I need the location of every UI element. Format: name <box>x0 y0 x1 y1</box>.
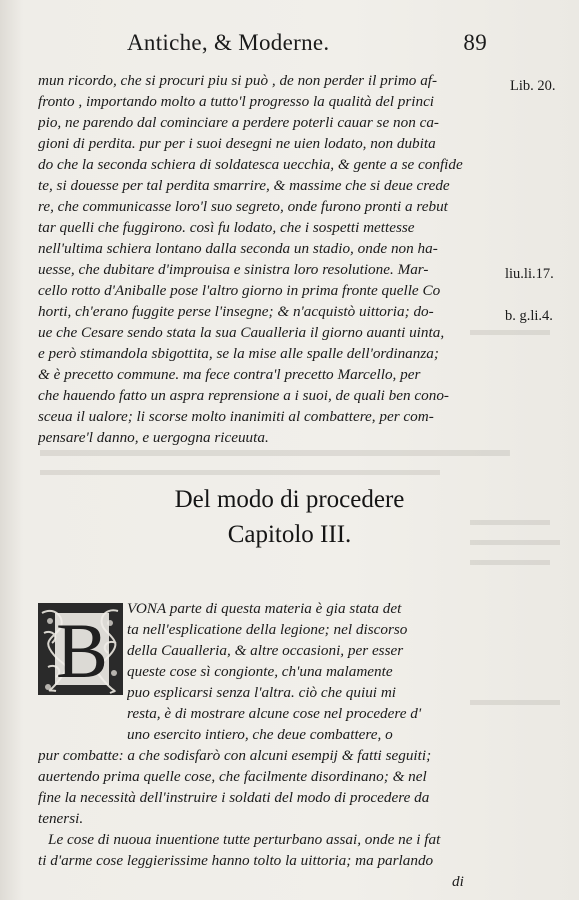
margin-note-3: b. g.li.4. <box>505 308 553 324</box>
text-line: e però stimandola sbigottita, se la mise alle spalle dell'ordinanza; <box>38 345 439 362</box>
text-line: auertendo prima quelle cose, che facilmente disordinano; & nel <box>38 768 427 785</box>
text-line: re, che communicasse loro'l suo segreto, onde furono pronti a rebut <box>38 198 448 215</box>
text-line: puo esplicarsi senza l'altra. ciò che quiui mi <box>127 684 397 701</box>
running-title: Antiche, & Moderne. <box>127 30 330 55</box>
text-line: ti d'arme cose leggierissime hanno tolto la uittoria; ma parlando <box>38 852 434 869</box>
chapter-title: Del modo di procedere <box>174 486 405 513</box>
text-line: gioni di perdita. pur per i suoi desegni ne uien lodato, non dubita <box>38 135 436 152</box>
text-line: cello rotto d'Aniballe pose l'altro giorno in prima fronte quelle Co <box>38 282 441 299</box>
chapter-number: Capitolo III. <box>227 521 352 548</box>
page-number: 89 <box>463 30 487 55</box>
text-line: resta, è di mostrare alcune cose nel procedere d' <box>127 705 422 722</box>
text-line: ta nell'esplicatione della legione; nel discorso <box>127 621 408 638</box>
text-line: te, si douesse per tal perdita smarrire, & massime che si deue crede <box>38 177 450 194</box>
text-line: pur combatte: a che sodisfarò con alcuni esempij & fatti seguiti; <box>38 747 432 764</box>
text-line: fine la necessità dell'instruire i soldati del modo di procedere da <box>38 789 430 806</box>
text-line: sceua il ualore; li scorse molto inanimiti al combattere, per com- <box>38 408 434 425</box>
text-line: horti, ch'erano fuggite perse l'insegne; & n'acquistò uittoria; do- <box>38 303 434 320</box>
text-line: della Caualleria, & altre occasioni, per esser <box>127 642 404 659</box>
margin-note-2: liu.li.17. <box>505 266 554 282</box>
catchword: di <box>452 873 464 890</box>
text-line: uesse, che dubitare d'improuisa e sinistra loro resolutione. Mar- <box>38 261 429 278</box>
text-line: fronto , importando molto a tutto'l progresso la qualità del princi <box>38 93 435 110</box>
text-line: nell'ultima schiera lontano dalla seconda un stadio, onde non ha- <box>38 240 438 257</box>
text-line: VONA parte di questa materia è gia stata det <box>127 600 402 617</box>
decorated-initial <box>38 603 123 695</box>
text-line: ue che Cesare sendo stata la sua Caualleria il giorno auanti uinta, <box>38 324 445 341</box>
running-header <box>127 30 487 64</box>
margin-note-1: Lib. 20. <box>510 78 556 94</box>
text-line: mun ricordo, che si procuri piu si può , de non perder il primo af- <box>38 72 438 89</box>
text-line: pensare'l danno, e uergogna riceuuta. <box>38 429 269 446</box>
text-line: do che la seconda schiera di soldatesca uecchia, & gente a se confide <box>38 156 463 173</box>
initial-letter: B <box>55 607 109 694</box>
text-line: che hauendo fatto un aspra reprensione a i suoi, de quali ben cono- <box>38 387 449 404</box>
text-line: tenersi. <box>38 810 84 827</box>
text-line: Le cose di nuoua inuentione tutte perturbano assai, onde ne i fat <box>48 831 441 848</box>
text-line: tar quelli che fuggirono. così fu lodato, che i sospetti mettesse <box>38 219 415 236</box>
text-line: pio, ne parendo dal cominciare a perdere poterli cauar se non ca- <box>38 114 439 131</box>
text-line: queste cose sì congionte, ch'una malamente <box>127 663 393 680</box>
text-line: uno esercito intiero, che deue combattere, o <box>127 726 393 743</box>
text-line: & è precetto commune. ma fece contra'l precetto Marcello, per <box>38 366 421 383</box>
